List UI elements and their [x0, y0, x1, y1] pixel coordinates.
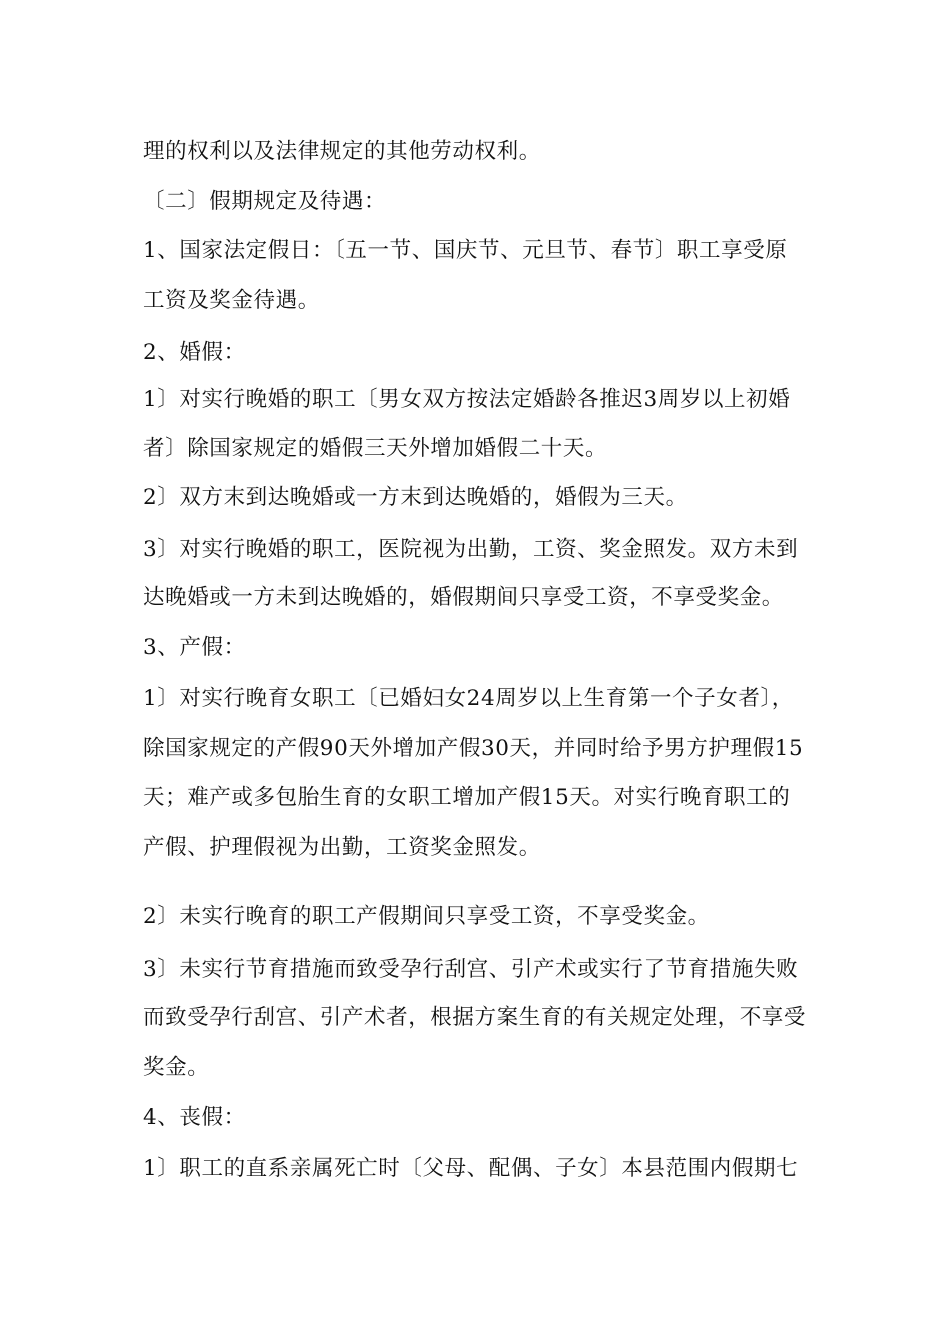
text-line-15: 产假、护理假视为出勤，工资奖金照发。	[143, 835, 541, 860]
text-line-1: 理的权利以及法律规定的其他劳动权利。	[143, 139, 541, 164]
text-line-7: 者〕除国家规定的婚假三天外增加婚假二十天。	[143, 436, 608, 461]
text-line-13: 除国家规定的产假90天外增加产假30天，并同时给予男方护理假15	[143, 736, 804, 761]
text-line-21: 1〕职工的直系亲属死亡时〔父母、配偶、子女〕本县范围内假期七	[143, 1156, 799, 1181]
text-line-18: 而致受孕行刮宫、引产术者，根据方案生育的有关规定处理，不享受	[143, 1005, 807, 1030]
text-line-12: 1〕对实行晚育女职工〔已婚妇女24周岁以上生育第一个子女者〕，	[143, 686, 794, 711]
section-heading-holidays: 〔二〕假期规定及待遇：	[143, 189, 387, 214]
text-line-19: 奖金。	[143, 1055, 210, 1080]
subheading-bereavement-leave: 4、丧假：	[143, 1105, 246, 1130]
subheading-marriage-leave: 2、婚假：	[143, 340, 246, 365]
text-line-17: 3〕未实行节育措施而致受孕行刮宫、引产术或实行了节育措施失败	[143, 957, 799, 982]
text-line-4: 工资及奖金待遇。	[143, 288, 320, 313]
text-line-9: 3〕对实行晚婚的职工，医院视为出勤，工资、奖金照发。双方未到	[143, 537, 799, 562]
text-line-10: 达晚婚或一方未到达晚婚的，婚假期间只享受工资，不享受奖金。	[143, 585, 784, 610]
text-line-16: 2〕未实行晚育的职工产假期间只享受工资，不享受奖金。	[143, 904, 710, 929]
text-line-statutory-holidays: 1、国家法定假日：〔五一节、国庆节、元旦节、春节〕职工享受原	[143, 238, 788, 263]
text-line-14: 天；难产或多包胎生育的女职工增加产假15天。对实行晚育职工的	[143, 785, 791, 810]
subheading-maternity-leave: 3、产假：	[143, 635, 246, 660]
text-line-6: 1〕对实行晚婚的职工〔男女双方按法定婚龄各推迟3周岁以上初婚	[143, 387, 791, 412]
text-line-8: 2〕双方末到达晚婚或一方末到达晚婚的，婚假为三天。	[143, 485, 688, 510]
